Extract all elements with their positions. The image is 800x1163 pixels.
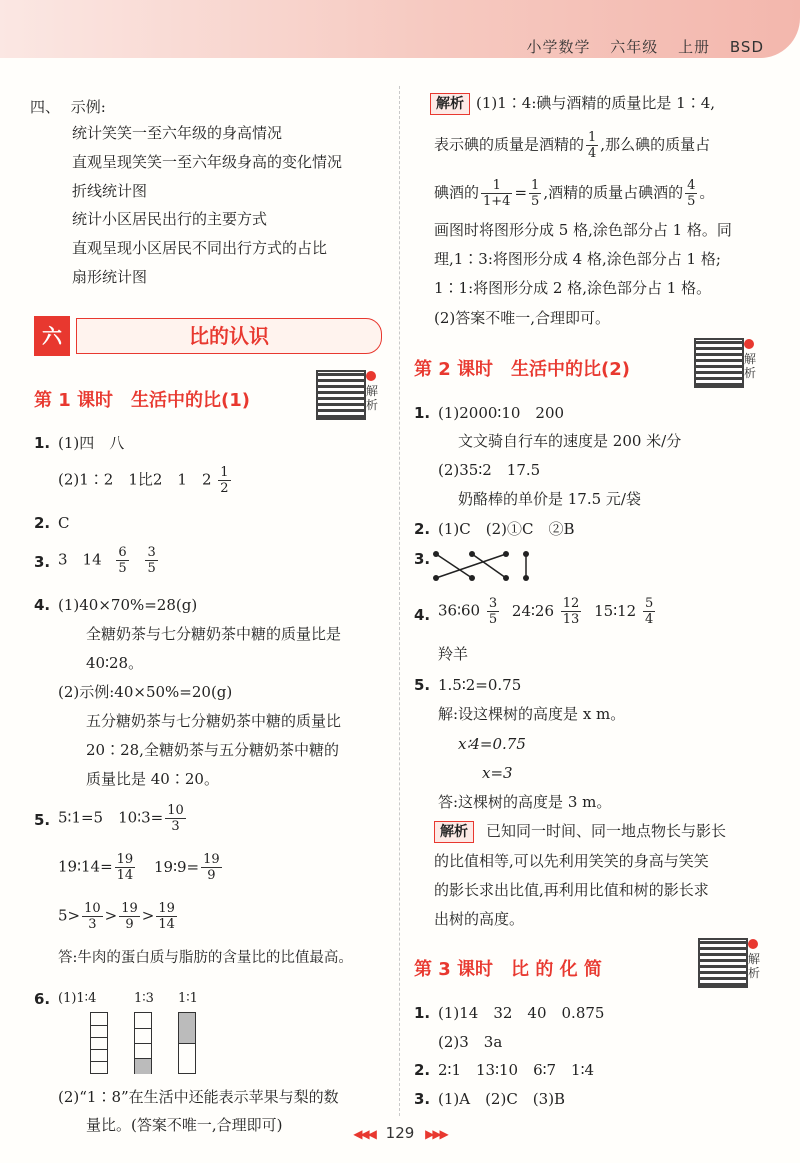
frac-d: 14 bbox=[158, 917, 175, 932]
analysis-line-3c: ,酒精的质量占碘酒的 bbox=[543, 183, 684, 202]
play-icon bbox=[744, 339, 754, 349]
question-number: 3. bbox=[34, 553, 51, 571]
question-number: 3. bbox=[414, 550, 431, 568]
analysis2-line-2: 的比值相等,可以先利用笑笑的身高与笑笑 bbox=[434, 852, 709, 870]
frac-d: 5 bbox=[488, 612, 498, 627]
analysis-line-6: 1∶1:将图形分成 2 格,涂色部分占 1 格。 bbox=[434, 279, 712, 297]
arrow-right-icon: ▶▶▶ bbox=[425, 1127, 447, 1141]
question-number: 1. bbox=[414, 1004, 431, 1022]
question-number: 4. bbox=[34, 596, 51, 614]
frac-n: 19 bbox=[116, 852, 134, 867]
l2-q4-ratio1: 36∶60 bbox=[438, 601, 481, 620]
frac-n: 3 bbox=[488, 596, 498, 611]
bar-divider bbox=[135, 1028, 151, 1029]
frac-n: 12 bbox=[562, 596, 580, 611]
q6-part2-line2: 量比。(答案不唯一,合理即可) bbox=[86, 1116, 283, 1134]
q5-line3-gt2: > bbox=[141, 906, 155, 925]
frac-d: 5 bbox=[118, 561, 127, 576]
q4-line3: 40∶28。 bbox=[86, 654, 144, 672]
fraction bbox=[116, 545, 128, 576]
qr-code-icon[interactable] bbox=[698, 938, 748, 988]
play-icon bbox=[366, 371, 376, 381]
l2-q1-line1: (1)2000∶10 200 bbox=[438, 404, 565, 422]
frac-n: 1 bbox=[220, 465, 229, 480]
header-grade: 六年级 bbox=[610, 38, 659, 56]
frac-d: 9 bbox=[125, 917, 134, 932]
bar-1-to-1 bbox=[178, 1012, 196, 1074]
q4-line6: 20∶28,全糖奶茶与五分糖奶茶中糖的 bbox=[86, 741, 339, 759]
page-number: 129 bbox=[385, 1124, 415, 1142]
play-icon bbox=[748, 939, 758, 949]
qr-label-2: 析 bbox=[744, 366, 757, 380]
bar-divider bbox=[135, 1043, 151, 1044]
page-footer bbox=[0, 1124, 800, 1142]
unit-badge: 六 bbox=[34, 316, 70, 356]
question-number: 5. bbox=[414, 676, 431, 694]
frac-d: 1+4 bbox=[483, 194, 511, 209]
header-info bbox=[513, 36, 765, 57]
analysis-line-7: (2)答案不唯一,合理即可。 bbox=[434, 309, 611, 327]
fraction bbox=[201, 852, 222, 883]
analysis2-line-3: 的影长求出比值,再利用比值和树的影长求 bbox=[434, 881, 709, 899]
analysis-line-4: 画图时将图形分成 5 格,涂色部分占 1 格。同 bbox=[434, 221, 732, 239]
header-subject: 小学数学 bbox=[526, 38, 591, 56]
l2-q4-answer bbox=[438, 596, 657, 627]
l2-q2-answer: (1)C (2)①C ②B bbox=[438, 520, 575, 538]
q6-ratio-3: 1∶1 bbox=[178, 991, 198, 1006]
fraction bbox=[218, 465, 230, 496]
bar-divider bbox=[91, 1025, 107, 1026]
fraction bbox=[529, 178, 541, 209]
analysis2-line-4: 出树的高度。 bbox=[434, 910, 525, 928]
q5-line1 bbox=[58, 803, 188, 834]
q5-line2-text2: 19∶9= bbox=[153, 857, 200, 876]
l2-q1-line3: (2)35∶2 17.5 bbox=[438, 461, 541, 479]
q4-line7: 质量比是 40∶20。 bbox=[86, 770, 219, 788]
qr-label-2: 析 bbox=[748, 966, 761, 980]
four-line-1: 统计笑笑一至六年级的身高情况 bbox=[72, 124, 283, 142]
frac-n: 3 bbox=[147, 545, 156, 560]
frac-d: 14 bbox=[116, 868, 134, 883]
lesson3-title: 第 3 课时 比 的 化 简 bbox=[414, 959, 602, 980]
four-line-3: 折线统计图 bbox=[72, 182, 148, 200]
frac-d: 3 bbox=[171, 819, 180, 834]
q1-part2 bbox=[58, 465, 233, 496]
lesson2-title: 第 2 课时 生活中的比(2) bbox=[414, 359, 631, 380]
frac-d: 2 bbox=[220, 481, 229, 496]
analysis-line-3d: 。 bbox=[699, 183, 715, 202]
column-divider bbox=[399, 86, 400, 1116]
q6-ratio-1: (1)1∶4 bbox=[58, 991, 97, 1006]
fraction bbox=[156, 901, 177, 932]
qr-label bbox=[366, 370, 378, 412]
matching-lines-diagram bbox=[430, 548, 540, 584]
header-volume: 上册 bbox=[678, 38, 711, 56]
q5-line2 bbox=[58, 852, 224, 883]
l2-q4-ratio2: 24∶26 bbox=[511, 601, 554, 620]
analysis2-line-1: 已知同一时间、同一地点物长与影长 bbox=[486, 822, 727, 840]
analysis-tag: 解析 bbox=[434, 821, 474, 843]
q5-line3-gt1: > bbox=[104, 906, 118, 925]
analysis-line-2 bbox=[434, 130, 710, 161]
section-four-number: 四、 bbox=[30, 98, 61, 116]
bar-1-to-3 bbox=[134, 1012, 152, 1074]
unit-banner bbox=[34, 316, 382, 356]
q4-line5: 五分糖奶茶与七分糖奶茶中糖的质量比 bbox=[86, 712, 342, 730]
question-number: 3. bbox=[414, 1090, 431, 1108]
question-number: 2. bbox=[414, 520, 431, 538]
frac-d: 5 bbox=[531, 194, 540, 209]
frac-d: 4 bbox=[588, 146, 597, 161]
analysis-block-1 bbox=[430, 92, 715, 115]
analysis-line-3b: = bbox=[514, 183, 528, 202]
l3-q1-line2: (2)3 3a bbox=[438, 1033, 503, 1051]
analysis-block-2 bbox=[434, 820, 726, 843]
bar-divider bbox=[91, 1061, 107, 1062]
analysis-line-1: (1)1∶4:碘与酒精的质量比是 1∶4, bbox=[476, 94, 716, 112]
bar-shaded bbox=[135, 1058, 151, 1074]
l3-q3-answer: (1)A (2)C (3)B bbox=[438, 1090, 566, 1108]
l2-q4-ratio3: 15∶12 bbox=[594, 601, 637, 620]
bar-divider bbox=[91, 1037, 107, 1038]
q5-answer: 答:牛肉的蛋白质与脂肪的含量比的比值最高。 bbox=[58, 950, 353, 966]
frac-n: 19 bbox=[203, 852, 220, 867]
frac-n: 19 bbox=[158, 901, 175, 916]
question-number: 4. bbox=[414, 606, 431, 624]
l3-q1-line1: (1)14 32 40 0.875 bbox=[438, 1004, 605, 1022]
fraction bbox=[561, 596, 582, 627]
q2-answer: C bbox=[58, 514, 70, 532]
l2-q1-line2: 文文骑自行车的速度是 200 米/分 bbox=[458, 432, 682, 450]
l2-q1-line4: 奶酪棒的单价是 17.5 元/袋 bbox=[458, 490, 641, 508]
fraction bbox=[685, 178, 697, 209]
frac-d: 3 bbox=[88, 917, 97, 932]
qr-label-2: 析 bbox=[366, 398, 379, 412]
question-number: 6. bbox=[34, 990, 51, 1008]
qr-label-1: 解 bbox=[744, 352, 757, 366]
unit-title: 比的认识 bbox=[189, 324, 269, 348]
fraction bbox=[82, 901, 103, 932]
page-header bbox=[0, 0, 800, 58]
q4-line2: 全糖奶茶与七分糖奶茶中糖的质量比是 bbox=[86, 625, 342, 643]
section-four bbox=[30, 96, 106, 118]
fraction bbox=[145, 545, 157, 576]
four-line-5: 直观呈现小区居民不同出行方式的占比 bbox=[72, 239, 328, 257]
frac-n: 1 bbox=[481, 178, 512, 194]
qr-code-icon[interactable] bbox=[316, 370, 366, 420]
frac-n: 19 bbox=[121, 901, 138, 916]
frac-d: 5 bbox=[147, 561, 156, 576]
q1-part1: (1)四 八 bbox=[58, 434, 125, 452]
q1-part2-text: (2)1∶2 1比2 1 2 bbox=[58, 470, 212, 489]
bar-divider bbox=[91, 1049, 107, 1050]
l2-q5-line4: x=3 bbox=[482, 764, 513, 782]
header-edition: BSD bbox=[729, 38, 764, 56]
q3-answer bbox=[58, 545, 160, 576]
bar-1-to-4 bbox=[90, 1012, 108, 1074]
arrow-left-icon: ◀◀◀ bbox=[353, 1127, 375, 1141]
q4-line4: (2)示例:40×50%=20(g) bbox=[58, 683, 233, 701]
q6-ratio-2: 1∶3 bbox=[134, 991, 154, 1006]
bar-divider bbox=[179, 1043, 195, 1044]
four-line-2: 直观呈现笑笑一至六年级身高的变化情况 bbox=[72, 153, 343, 171]
l3-q2-answer: 2∶1 13∶10 6∶7 1∶4 bbox=[438, 1061, 595, 1079]
analysis-line-2a: 表示碘的质量是酒精的 bbox=[434, 135, 585, 154]
l2-q5-line2: 解:设这棵树的高度是 x m。 bbox=[438, 705, 626, 723]
frac-n: 10 bbox=[167, 803, 184, 818]
frac-n: 4 bbox=[687, 178, 696, 193]
lesson1-title: 第 1 课时 生活中的比(1) bbox=[34, 390, 251, 411]
fraction bbox=[165, 803, 186, 834]
qr-code-icon[interactable] bbox=[694, 338, 744, 388]
q4-line1: (1)40×70%=28(g) bbox=[58, 596, 198, 614]
question-number: 2. bbox=[34, 514, 51, 532]
analysis-line-5: 理,1∶3:将图形分成 4 格,涂色部分占 1 格; bbox=[434, 250, 721, 268]
frac-d: 5 bbox=[687, 194, 696, 209]
frac-d: 4 bbox=[644, 612, 654, 627]
fraction bbox=[643, 596, 655, 627]
l2-q4-animal: 羚羊 bbox=[438, 645, 469, 663]
fraction bbox=[586, 130, 598, 161]
frac-n: 1 bbox=[588, 130, 597, 145]
four-line-4: 统计小区居民出行的主要方式 bbox=[72, 210, 268, 228]
frac-d: 9 bbox=[207, 868, 216, 883]
q5-line2-text1: 19∶14= bbox=[58, 857, 113, 876]
q6-part2-line1: (2)“1∶8”在生活中还能表示苹果与梨的数 bbox=[58, 1088, 339, 1106]
qr-label-1: 解 bbox=[748, 952, 761, 966]
qr-label bbox=[748, 938, 760, 980]
fraction bbox=[115, 852, 136, 883]
fraction bbox=[119, 901, 140, 932]
q5-line1-text: 5∶1=5 10∶3= bbox=[58, 808, 164, 827]
bar-shaded bbox=[179, 1013, 195, 1043]
section-four-intro: 示例: bbox=[70, 98, 106, 116]
analysis-line-2b: ,那么碘的质量占 bbox=[600, 135, 711, 154]
frac-n: 5 bbox=[644, 596, 654, 611]
fraction bbox=[487, 596, 499, 627]
analysis-line-3a: 碘酒的 bbox=[434, 183, 480, 202]
question-number: 1. bbox=[34, 434, 51, 452]
l2-q5-line5: 答:这棵树的高度是 3 m。 bbox=[438, 793, 612, 811]
l2-q5-line3: x∶4=0.75 bbox=[458, 735, 526, 753]
frac-d: 13 bbox=[562, 612, 580, 627]
q5-line3 bbox=[58, 901, 179, 932]
analysis-line-3 bbox=[434, 178, 714, 209]
frac-n: 10 bbox=[84, 901, 101, 916]
l2-q5-line1: 1.5∶2=0.75 bbox=[438, 676, 522, 694]
question-number: 5. bbox=[34, 811, 51, 829]
q5-line3-text0: 5> bbox=[58, 906, 81, 925]
fraction bbox=[481, 178, 512, 209]
question-number: 1. bbox=[414, 404, 431, 422]
four-line-6: 扇形统计图 bbox=[72, 268, 148, 286]
qr-label-1: 解 bbox=[366, 384, 379, 398]
frac-n: 1 bbox=[531, 178, 540, 193]
question-number: 2. bbox=[414, 1061, 431, 1079]
q3-text: 3 14 bbox=[58, 550, 102, 569]
frac-n: 6 bbox=[118, 545, 127, 560]
analysis-tag: 解析 bbox=[430, 93, 470, 115]
qr-label bbox=[744, 338, 756, 380]
